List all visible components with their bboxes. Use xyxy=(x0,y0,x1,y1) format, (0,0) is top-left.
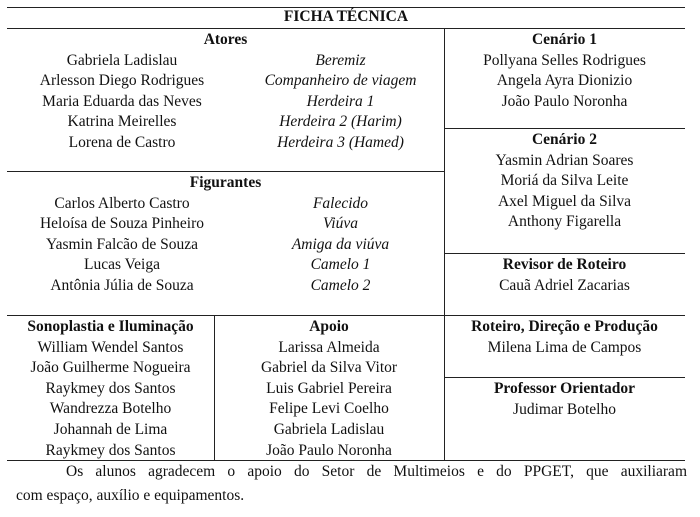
rule-cenario1-bottom xyxy=(444,128,685,129)
extras-row xyxy=(7,276,444,297)
section-professor xyxy=(444,379,685,420)
cast-row xyxy=(7,92,444,113)
section-sonoplastia xyxy=(7,317,214,461)
crew-name: João Paulo Noronha xyxy=(501,92,628,110)
actor-name: Maria Eduarda das Neves xyxy=(42,92,202,110)
extras-list xyxy=(7,194,444,297)
crew-name: Gabriela Ladislau xyxy=(273,420,385,438)
crew-name: Milena Lima de Campos xyxy=(487,338,642,356)
crew-name: Raykmey dos Santos xyxy=(45,379,176,397)
extra-name: Antônia Júlia de Souza xyxy=(50,276,194,294)
crew-name: Yasmin Adrian Soares xyxy=(495,151,634,169)
section-heading: Apoio xyxy=(309,318,349,335)
section-heading: Figurantes xyxy=(189,174,262,191)
cast-row xyxy=(7,112,444,133)
cast-row xyxy=(7,133,444,154)
crew-name: João Guilherme Nogueira xyxy=(30,359,191,377)
character-role: Beremiz xyxy=(315,51,366,69)
extras-row xyxy=(7,194,444,215)
rule-atores-figurantes xyxy=(7,171,444,172)
crew-name: William Wendel Santos xyxy=(37,338,184,356)
section-apoio xyxy=(214,317,444,461)
section-atores xyxy=(7,30,444,154)
crew-name: Wandrezza Botelho xyxy=(49,400,172,418)
crew-name: Axel Miguel da Silva xyxy=(497,192,632,210)
section-heading: Professor Orientador xyxy=(493,380,636,397)
actor-name: Katrina Meirelles xyxy=(67,113,177,131)
section-revisor xyxy=(444,255,685,296)
cast-row xyxy=(7,71,444,92)
acknowledgement-paragraph xyxy=(16,460,687,508)
section-heading: Cenário 1 xyxy=(531,31,597,48)
section-cenario-1 xyxy=(444,30,685,112)
crew-name: Angela Ayra Dionizio xyxy=(496,72,633,90)
extra-role: Camelo 1 xyxy=(310,256,371,274)
character-role: Herdeira 3 (Hamed) xyxy=(277,133,404,151)
crew-name: João Paulo Noronha xyxy=(266,441,392,459)
crew-name: Felipe Levi Coelho xyxy=(269,400,389,418)
section-heading: Revisor de Roteiro xyxy=(502,256,627,273)
extras-row xyxy=(7,235,444,256)
character-role: Companheiro de viagem xyxy=(264,72,417,90)
section-roteiro xyxy=(444,317,685,358)
section-heading: Roteiro, Direção e Produção xyxy=(471,318,658,335)
extra-role: Camelo 2 xyxy=(310,276,371,294)
actor-name: Lorena de Castro xyxy=(68,133,176,151)
actor-name: Gabriela Ladislau xyxy=(66,51,178,69)
extra-role: Viúva xyxy=(322,215,358,233)
section-cenario-2 xyxy=(444,130,685,233)
rule-under-title xyxy=(7,28,685,29)
cast-list xyxy=(7,51,444,154)
table-title: FICHA TÉCNICA xyxy=(283,8,409,25)
crew-name: Raykmey dos Santos xyxy=(45,441,176,459)
character-role: Herdeira 1 xyxy=(306,92,375,110)
crew-name: Anthony Figarella xyxy=(507,213,622,231)
extras-row xyxy=(7,214,444,235)
extra-name: Yasmin Falcão de Souza xyxy=(45,235,199,253)
extra-name: Lucas Veiga xyxy=(84,256,160,274)
rule-revisor-bottom xyxy=(444,315,685,316)
crew-name: Moriá da Silva Leite xyxy=(500,172,629,190)
extras-row xyxy=(7,255,444,276)
section-heading: Sonoplastia e Iluminação xyxy=(27,318,194,335)
crew-name: Luis Gabriel Pereira xyxy=(266,379,392,397)
acknowledgement-line: Os alunos agradecem o apoio do Setor de Multimeios e do PPGET, que auxiliaram xyxy=(66,463,687,480)
crew-name: Johannah de Lima xyxy=(53,420,168,438)
section-heading: Cenário 2 xyxy=(531,131,597,148)
cast-row xyxy=(7,51,444,72)
crew-name: Judimar Botelho xyxy=(513,400,616,418)
section-figurantes xyxy=(7,173,444,297)
extra-role: Amiga da viúva xyxy=(291,235,390,253)
extra-name: Heloísa de Souza Pinheiro xyxy=(39,215,204,233)
crew-name: Larissa Almeida xyxy=(278,338,380,356)
rule-figurantes-bottom xyxy=(7,315,444,316)
crew-name: Gabriel da Silva Vitor xyxy=(260,359,398,377)
crew-name: Cauã Adriel Zacarias xyxy=(499,276,630,294)
rule-roteiro-bottom xyxy=(444,377,685,378)
character-role: Herdeira 2 (Harim) xyxy=(279,113,402,131)
extra-role: Falecido xyxy=(312,194,369,212)
acknowledgement-line: com espaço, auxílio e equipamentos. xyxy=(16,487,245,504)
section-heading: Atores xyxy=(203,31,248,48)
actor-name: Arlesson Diego Rodrigues xyxy=(39,72,205,90)
rule-cenario2-bottom xyxy=(444,253,685,254)
extra-name: Carlos Alberto Castro xyxy=(54,194,190,212)
crew-name: Pollyana Selles Rodrigues xyxy=(483,51,646,69)
